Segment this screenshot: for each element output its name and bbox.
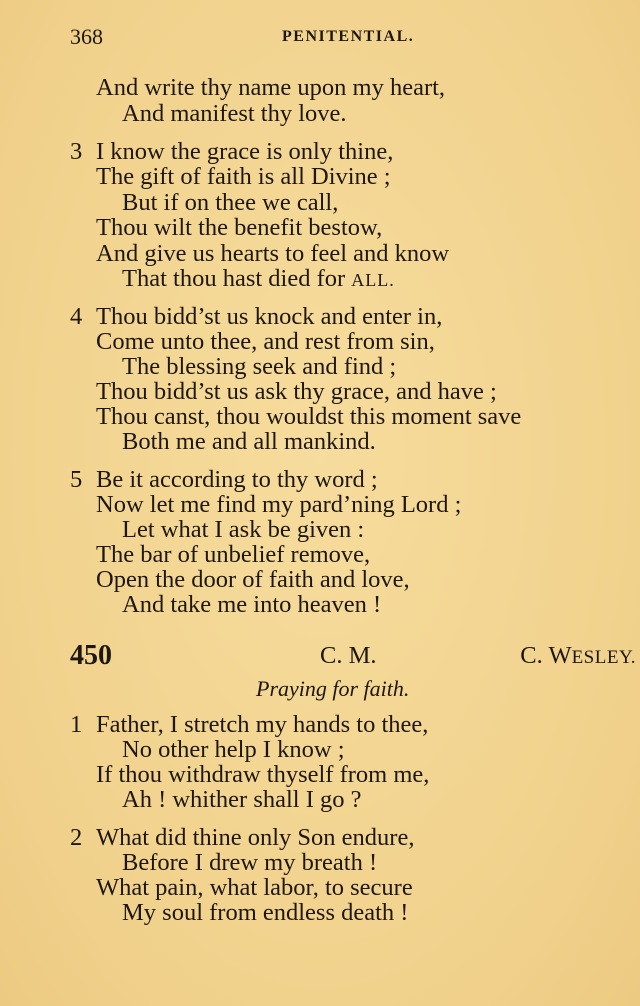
- stanza-number: 3: [70, 138, 83, 165]
- hymn-number: 450: [70, 640, 112, 671]
- stanza-number: 1: [70, 711, 83, 738]
- verse-line: Now let me find my pard’ning Lord ;: [96, 491, 462, 518]
- verse-line: But if on thee we call,: [122, 189, 339, 216]
- hymn-meter: C. M.: [320, 642, 377, 669]
- verse-line: No other help I know ;: [122, 736, 345, 763]
- verse-line: Before I drew my breath !: [122, 849, 378, 876]
- verse-line: If thou withdraw thyself from me,: [96, 761, 430, 788]
- verse-line: Come unto thee, and rest from sin,: [96, 328, 435, 355]
- stanza-number: 4: [70, 303, 83, 330]
- verse-line: Ah ! whither shall I go ?: [122, 786, 362, 813]
- running-title: PENITENTIAL.: [282, 28, 415, 45]
- verse-line: And write thy name upon my heart,: [96, 74, 446, 101]
- verse-line: What did thine only Son endure,: [96, 824, 415, 851]
- hymn-author: C. WESLEY.: [520, 642, 636, 669]
- verse-line: The bar of unbelief remove,: [96, 541, 371, 568]
- verse-line: My soul from endless death !: [122, 899, 409, 926]
- verse-line: The blessing seek and find ;: [122, 353, 397, 380]
- page-header: [70, 24, 630, 54]
- verse-line: Thou bidd’st us knock and enter in,: [96, 303, 443, 330]
- hymn-subtitle: Praying for faith.: [256, 676, 410, 701]
- verse-line: Father, I stretch my hands to thee,: [96, 711, 429, 738]
- small-caps-word: ALL.: [351, 270, 395, 290]
- stanza-number: 5: [70, 466, 83, 493]
- verse-line: Thou canst, thou wouldst this moment save: [96, 403, 522, 430]
- stanza-number: 2: [70, 824, 83, 851]
- verse-line: And take me into heaven !: [122, 591, 382, 618]
- verse-line: Let what I ask be given :: [122, 516, 365, 543]
- verse-line: That thou hast died for ALL.: [122, 265, 395, 292]
- verse-line: What pain, what labor, to secure: [96, 874, 413, 901]
- verse-line: I know the grace is only thine,: [96, 138, 394, 165]
- verse-line: Thou wilt the benefit bestow,: [96, 214, 383, 241]
- verse-line: Open the door of faith and love,: [96, 566, 410, 593]
- verse-line: The gift of faith is all Divine ;: [96, 163, 391, 190]
- verse-line: And give us hearts to feel and know: [96, 240, 450, 267]
- page-number: 368: [70, 24, 103, 49]
- verse-line: Be it according to thy word ;: [96, 466, 378, 493]
- verse-line: And manifest thy love.: [122, 100, 347, 127]
- hymn-heading: [70, 640, 640, 674]
- verse-line: Both me and all mankind.: [122, 428, 376, 455]
- verse-line: Thou bidd’st us ask thy grace, and have ;: [96, 378, 497, 405]
